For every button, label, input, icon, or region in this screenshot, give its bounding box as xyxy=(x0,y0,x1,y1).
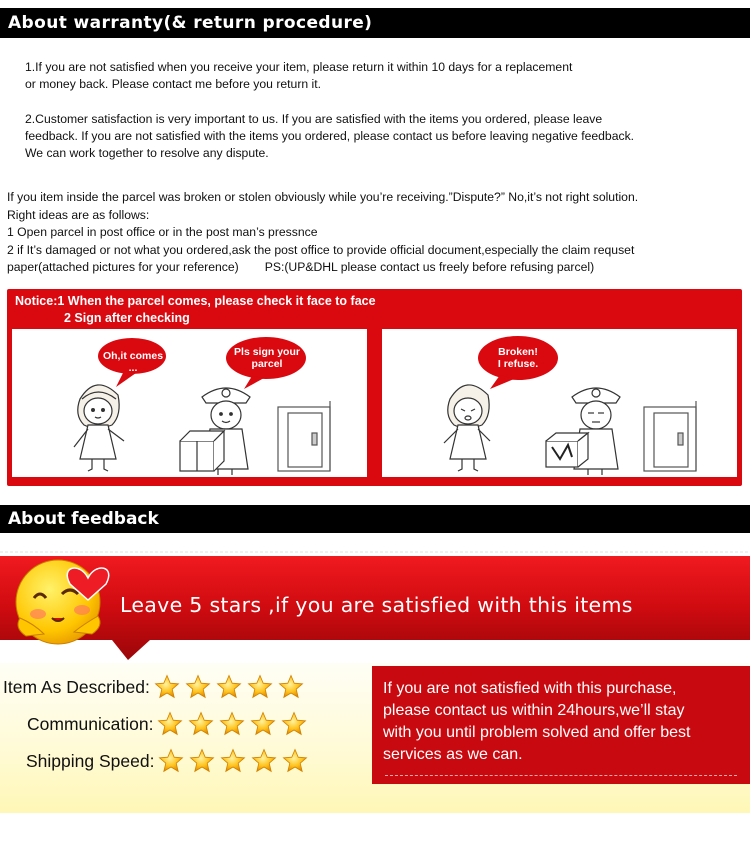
door-icon xyxy=(278,401,330,471)
text-fragment: paper(attached pictures for your reference) xyxy=(7,260,239,274)
rating-label: Shipping Speed: xyxy=(26,750,155,771)
rating-row xyxy=(3,674,309,700)
rating-label: Item As Described: xyxy=(3,676,150,697)
star-icon xyxy=(247,674,278,700)
star-icon xyxy=(158,748,189,774)
star-icon xyxy=(278,674,309,700)
damaged-parcel-box xyxy=(546,433,588,467)
star-icon xyxy=(216,674,247,700)
star-icon xyxy=(219,711,250,737)
contact-notice-text xyxy=(383,678,690,766)
star-rating xyxy=(157,711,312,737)
star-icon xyxy=(185,674,216,700)
bubble-text-broken xyxy=(482,346,554,370)
cartoon-illustration xyxy=(12,329,367,477)
illustration-refuse-parcel xyxy=(382,329,737,477)
text-line: please contact us within 24hours,we’ll stay xyxy=(383,702,685,719)
girl-figure xyxy=(444,385,490,471)
dispute-paragraph xyxy=(7,189,638,277)
text-line: services as we can. xyxy=(383,746,523,763)
rating-row xyxy=(26,748,313,774)
star-icon xyxy=(281,711,312,737)
warranty-paragraph-1 xyxy=(25,59,737,93)
bubble-line: Broken! xyxy=(498,346,538,358)
bubble-text-oh-it-comes: Oh,it comes ... xyxy=(102,350,164,374)
contact-notice-box xyxy=(372,666,750,784)
notice-text xyxy=(15,293,376,327)
star-icon xyxy=(220,748,251,774)
text-line: Right ideas are as follows: xyxy=(7,207,150,222)
text-line: feedback. If you are not satisfied with the items you ordered, please contact us before leaving negative feedback. xyxy=(25,129,635,143)
parcel-box xyxy=(180,431,224,471)
text-line: If you are not satisfied with this purchase, xyxy=(383,680,677,697)
bubble-line: Pls sign your xyxy=(234,346,300,358)
star-icon xyxy=(189,748,220,774)
notice-line-1: Notice:1 When the parcel comes, please check it face to face xyxy=(15,294,376,308)
door-icon xyxy=(644,401,696,471)
smiley-heart-icon xyxy=(16,560,109,644)
text-line: 2 if It’s damaged or not what you ordered,ask the post office to provide official document,especially the claim requset xyxy=(7,242,635,257)
star-rating xyxy=(154,674,309,700)
star-icon xyxy=(157,711,188,737)
ps-note: PS:(UP&DHL please contact us freely before refusing parcel) xyxy=(264,260,595,274)
text-line: 1.If you are not satisfied when you receive your item, please return it within 10 days for a replacement xyxy=(25,60,573,74)
warranty-section-title: About warranty(& return procedure) xyxy=(0,8,750,38)
text-line: with you until problem solved and offer best xyxy=(383,724,691,741)
notice-line-2: 2 Sign after checking xyxy=(64,311,190,325)
notice-panel xyxy=(7,289,742,486)
text-line: or money back. Please contact me before you return it. xyxy=(25,77,322,91)
girl-figure xyxy=(74,385,124,471)
cartoon-illustration xyxy=(382,329,737,477)
rating-row xyxy=(27,711,312,737)
text-line: If you item inside the parcel was broken or stolen obviously while you’re receiving.”Dispute?” No,it’s not right solution. xyxy=(7,190,639,204)
text-line: 1 Open parcel in post office or in the post man’s pressnce xyxy=(7,225,318,239)
star-icon xyxy=(154,674,185,700)
text-line: We can work together to resolve any dispute. xyxy=(25,146,269,160)
bubble-line: I refuse. xyxy=(497,358,539,370)
star-icon xyxy=(250,711,281,737)
star-icon xyxy=(251,748,282,774)
text-line: 2.Customer satisfaction is very important to us. If you are satisfied with the items you ordered, please leave xyxy=(25,112,603,126)
illustration-receive-parcel xyxy=(12,329,367,477)
text-line xyxy=(7,259,638,277)
banner-text: Leave 5 stars ,if you are satisfied with this items xyxy=(120,593,633,617)
divider xyxy=(385,775,737,776)
star-icon xyxy=(282,748,313,774)
warranty-paragraph-2 xyxy=(25,111,737,162)
star-icon xyxy=(188,711,219,737)
bubble-line: parcel xyxy=(251,358,283,370)
rating-label: Communication: xyxy=(27,713,154,734)
feedback-section-title: About feedback xyxy=(0,505,750,533)
bubble-text-pls-sign xyxy=(230,346,304,370)
star-rating xyxy=(158,748,313,774)
